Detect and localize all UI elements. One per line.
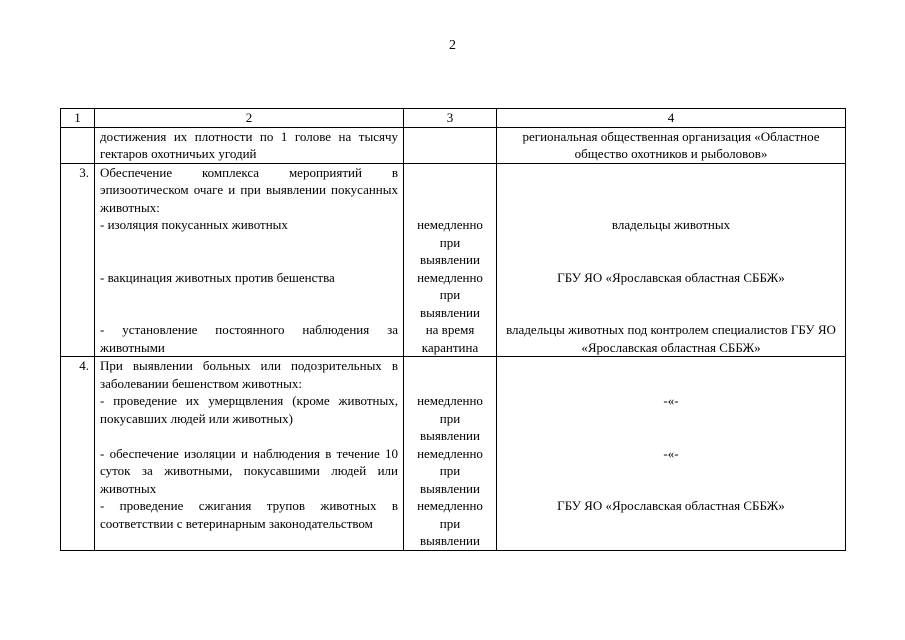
header-col-2: 2 <box>95 109 404 128</box>
measure-responsible <box>497 357 846 393</box>
measure-responsible: владельцы животных <box>497 216 846 269</box>
measure-term: немедленно при выявлении <box>404 216 497 269</box>
measure-responsible: региональная общественная организация «Областное общество охотников и рыболовов» <box>497 127 846 163</box>
measure-description: - обеспечение изоляции и наблюдения в течение 10 суток за животными, покусавшими людей или животных <box>95 445 404 498</box>
measure-term: немедленно при выявлении <box>404 445 497 498</box>
measure-description: достижения их плотности по 1 голове на тысячу гектаров охотничьих угодий <box>95 127 404 163</box>
measure-responsible: -«- <box>497 445 846 498</box>
table-row <box>61 321 846 357</box>
header-col-4: 4 <box>497 109 846 128</box>
measure-description: - установление постоянного наблюдения за животными <box>95 321 404 357</box>
row-number <box>61 445 95 498</box>
row-number <box>61 321 95 357</box>
row-number: 3. <box>61 163 95 216</box>
row-number <box>61 269 95 322</box>
measure-term: на время карантина <box>404 321 497 357</box>
header-col-1: 1 <box>61 109 95 128</box>
measure-term <box>404 127 497 163</box>
measure-description: - изоляция покусанных животных <box>95 216 404 269</box>
table-row <box>61 497 846 550</box>
table-row <box>61 216 846 269</box>
measure-description: Обеспечение комплекса мероприятий в эпизоотическом очаге и при выявлении покусанных животных: <box>95 163 404 216</box>
measure-description: - вакцинация животных против бешенства <box>95 269 404 322</box>
measure-responsible <box>497 163 846 216</box>
row-number: 4. <box>61 357 95 393</box>
measure-term: немедленно при выявлении <box>404 269 497 322</box>
table-row <box>61 392 846 445</box>
measure-term <box>404 357 497 393</box>
table-header-row <box>61 109 846 128</box>
measure-description: - проведение их умерщвления (кроме животных, покусавших людей или животных) <box>95 392 404 445</box>
measures-table <box>60 108 846 551</box>
row-number <box>61 216 95 269</box>
measure-responsible: владельцы животных под контролем специалистов ГБУ ЯО «Ярославская областная СББЖ» <box>497 321 846 357</box>
table-row <box>61 163 846 216</box>
table-row <box>61 269 846 322</box>
row-number <box>61 392 95 445</box>
measure-responsible: ГБУ ЯО «Ярославская областная СББЖ» <box>497 269 846 322</box>
header-col-3: 3 <box>404 109 497 128</box>
table-row <box>61 127 846 163</box>
measure-term: немедленно при выявлении <box>404 392 497 445</box>
measure-term <box>404 163 497 216</box>
measure-responsible: ГБУ ЯО «Ярославская областная СББЖ» <box>497 497 846 550</box>
table-row <box>61 357 846 393</box>
measure-responsible: -«- <box>497 392 846 445</box>
row-number <box>61 127 95 163</box>
page-number: 2 <box>449 38 456 53</box>
measure-description: При выявлении больных или подозрительных в заболевании бешенством животных: <box>95 357 404 393</box>
measure-term: немедленно при выявлении <box>404 497 497 550</box>
table-row <box>61 445 846 498</box>
row-number <box>61 497 95 550</box>
measure-description: - проведение сжигания трупов животных в соответствии с ветеринарным законодательством <box>95 497 404 550</box>
